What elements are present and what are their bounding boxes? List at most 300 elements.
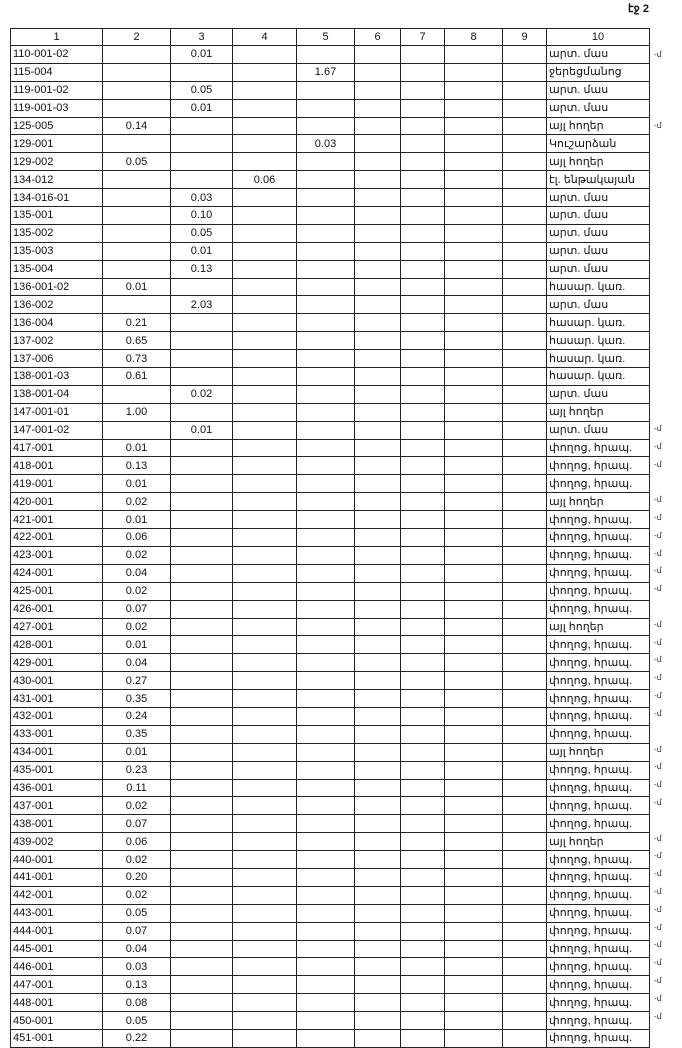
value-cell: [503, 815, 547, 833]
parcel-code-cell: 119-001-03: [11, 99, 103, 117]
value-cell: 0.06: [103, 833, 171, 851]
value-cell: [445, 779, 503, 797]
parcel-code-cell: 441-001: [11, 868, 103, 886]
table-row: [11, 600, 650, 618]
value-cell: [355, 63, 401, 81]
parcel-code-cell: 115-004: [11, 63, 103, 81]
value-cell: 0.05: [103, 904, 171, 922]
parcel-code-cell: 432-001: [11, 707, 103, 725]
value-cell: [233, 63, 297, 81]
value-cell: [233, 278, 297, 296]
parcel-code-cell: 418-001: [11, 457, 103, 475]
value-cell: [503, 63, 547, 81]
value-cell: 0.01: [103, 743, 171, 761]
value-cell: [445, 797, 503, 815]
parcel-code-cell: 134-016-01: [11, 189, 103, 207]
value-cell: [445, 833, 503, 851]
value-cell: [355, 761, 401, 779]
value-cell: 0.20: [103, 868, 171, 886]
margin-mark: -մ: [654, 619, 662, 629]
land-type-cell: արտ. մաս: [547, 421, 650, 439]
parcel-code-cell: 422-001: [11, 529, 103, 547]
value-cell: 0.23: [103, 761, 171, 779]
value-cell: [103, 63, 171, 81]
value-cell: 0.03: [297, 135, 355, 153]
value-cell: [233, 99, 297, 117]
table-row: [11, 403, 650, 421]
value-cell: [233, 350, 297, 368]
value-cell: [401, 815, 445, 833]
value-cell: [401, 994, 445, 1012]
parcel-code-cell: 419-001: [11, 475, 103, 493]
parcel-code-cell: 135-001: [11, 207, 103, 225]
land-type-cell: այլ հողեր: [547, 743, 650, 761]
value-cell: [171, 707, 233, 725]
value-cell: [103, 260, 171, 278]
value-cell: [233, 600, 297, 618]
value-cell: 0.07: [103, 600, 171, 618]
value-cell: [233, 457, 297, 475]
value-cell: 0.04: [103, 564, 171, 582]
land-type-cell: էլ. ենթակայան: [547, 171, 650, 189]
value-cell: [233, 761, 297, 779]
value-cell: 0.02: [103, 797, 171, 815]
value-cell: [171, 904, 233, 922]
parcel-code-cell: 426-001: [11, 600, 103, 618]
land-type-cell: արտ. մաս: [547, 81, 650, 99]
table-row: [11, 618, 650, 636]
land-type-cell: փողոց, հրապ.: [547, 815, 650, 833]
parcel-code-cell: 447-001: [11, 976, 103, 994]
value-cell: [297, 278, 355, 296]
value-cell: [171, 672, 233, 690]
value-cell: [355, 976, 401, 994]
value-cell: 0.07: [103, 815, 171, 833]
value-cell: [401, 868, 445, 886]
value-cell: [445, 63, 503, 81]
table-row: [11, 976, 650, 994]
value-cell: [355, 654, 401, 672]
value-cell: 0.05: [171, 224, 233, 242]
value-cell: 0.13: [103, 457, 171, 475]
value-cell: [233, 421, 297, 439]
parcel-code-cell: 134-012: [11, 171, 103, 189]
value-cell: [355, 296, 401, 314]
value-cell: [445, 600, 503, 618]
value-cell: [445, 868, 503, 886]
table-row: [11, 958, 650, 976]
value-cell: 0.01: [171, 242, 233, 260]
table-row: [11, 224, 650, 242]
margin-mark: -մ: [654, 744, 662, 754]
parcel-code-cell: 135-004: [11, 260, 103, 278]
value-cell: [401, 546, 445, 564]
value-cell: [233, 797, 297, 815]
land-type-cell: արտ. մաս: [547, 224, 650, 242]
value-cell: [401, 153, 445, 171]
value-cell: [445, 475, 503, 493]
value-cell: [103, 242, 171, 260]
margin-mark: -մ: [654, 655, 662, 665]
margin-mark: -մ: [654, 940, 662, 950]
parcel-code-cell: 417-001: [11, 439, 103, 457]
value-cell: [355, 278, 401, 296]
value-cell: [503, 207, 547, 225]
value-cell: [233, 260, 297, 278]
land-type-cell: փողոց, հրապ.: [547, 672, 650, 690]
margin-mark: -մ: [654, 548, 662, 558]
value-cell: 0.01: [171, 46, 233, 64]
value-cell: 0.01: [103, 511, 171, 529]
table-row: [11, 260, 650, 278]
value-cell: 0.35: [103, 725, 171, 743]
table-row: [11, 332, 650, 350]
value-cell: [233, 546, 297, 564]
value-cell: [171, 958, 233, 976]
column-header: 7: [401, 29, 445, 46]
land-type-cell: այլ հողեր: [547, 403, 650, 421]
value-cell: [103, 171, 171, 189]
value-cell: 0.10: [171, 207, 233, 225]
value-cell: [503, 797, 547, 815]
value-cell: [503, 725, 547, 743]
value-cell: [401, 976, 445, 994]
value-cell: [355, 493, 401, 511]
value-cell: [445, 439, 503, 457]
value-cell: [297, 260, 355, 278]
value-cell: [401, 886, 445, 904]
table-row: [11, 564, 650, 582]
parcel-code-cell: 436-001: [11, 779, 103, 797]
value-cell: [503, 350, 547, 368]
land-type-cell: արտ. մաս: [547, 207, 650, 225]
table-row: [11, 582, 650, 600]
value-cell: [297, 654, 355, 672]
value-cell: [355, 189, 401, 207]
value-cell: [233, 672, 297, 690]
parcel-code-cell: 433-001: [11, 725, 103, 743]
land-type-cell: հասար. կառ.: [547, 368, 650, 386]
value-cell: [355, 385, 401, 403]
value-cell: 0.65: [103, 332, 171, 350]
parcel-code-cell: 129-001: [11, 135, 103, 153]
value-cell: [503, 690, 547, 708]
land-type-cell: Կուշարձան: [547, 135, 650, 153]
value-cell: [233, 618, 297, 636]
value-cell: [171, 493, 233, 511]
value-cell: [445, 654, 503, 672]
value-cell: [233, 707, 297, 725]
value-cell: [401, 779, 445, 797]
land-type-cell: փողոց, հրապ.: [547, 600, 650, 618]
margin-mark: -մ: [654, 780, 662, 790]
parcel-code-cell: 119-001-02: [11, 81, 103, 99]
value-cell: [445, 46, 503, 64]
parcel-code-cell: 443-001: [11, 904, 103, 922]
value-cell: [355, 99, 401, 117]
value-cell: [445, 958, 503, 976]
land-type-cell: փողոց, հրապ.: [547, 439, 650, 457]
value-cell: 0.01: [171, 421, 233, 439]
parcel-code-cell: 448-001: [11, 994, 103, 1012]
value-cell: [445, 117, 503, 135]
value-cell: 0.01: [103, 636, 171, 654]
value-cell: [503, 171, 547, 189]
table-row: [11, 242, 650, 260]
value-cell: [503, 278, 547, 296]
value-cell: 0.01: [103, 475, 171, 493]
page-number: էջ 2: [628, 3, 649, 15]
value-cell: [297, 958, 355, 976]
value-cell: [355, 368, 401, 386]
land-type-cell: այլ հողեր: [547, 833, 650, 851]
land-type-cell: փողոց, հրապ.: [547, 1012, 650, 1030]
value-cell: [103, 99, 171, 117]
value-cell: [445, 851, 503, 869]
value-cell: 0.01: [103, 439, 171, 457]
value-cell: [503, 260, 547, 278]
value-cell: [445, 99, 503, 117]
parcel-code-cell: 451-001: [11, 1029, 103, 1047]
margin-mark: -մ: [654, 512, 662, 522]
parcel-code-cell: 129-002: [11, 153, 103, 171]
value-cell: [233, 224, 297, 242]
value-cell: [297, 618, 355, 636]
value-cell: [233, 940, 297, 958]
value-cell: [233, 564, 297, 582]
value-cell: [171, 1029, 233, 1047]
value-cell: [445, 725, 503, 743]
value-cell: [297, 725, 355, 743]
value-cell: 0.02: [171, 385, 233, 403]
value-cell: [233, 439, 297, 457]
land-table: [10, 28, 650, 1048]
value-cell: [503, 600, 547, 618]
margin-mark: -մ: [654, 1011, 662, 1021]
table-row: [11, 278, 650, 296]
value-cell: [503, 922, 547, 940]
value-cell: [103, 46, 171, 64]
land-type-cell: փողոց, հրապ.: [547, 994, 650, 1012]
value-cell: [503, 582, 547, 600]
value-cell: 0.21: [103, 314, 171, 332]
value-cell: [233, 725, 297, 743]
land-type-cell: փողոց, հրապ.: [547, 636, 650, 654]
value-cell: [355, 153, 401, 171]
margin-mark: [654, 242, 682, 260]
value-cell: [445, 815, 503, 833]
land-type-cell: հասար. կառ.: [547, 332, 650, 350]
margin-mark: [654, 64, 682, 82]
value-cell: [445, 314, 503, 332]
value-cell: [355, 81, 401, 99]
land-type-cell: փողոց, հրապ.: [547, 761, 650, 779]
value-cell: [445, 904, 503, 922]
margin-mark: -մ: [654, 459, 662, 469]
value-cell: [355, 743, 401, 761]
parcel-code-cell: 138-001-03: [11, 368, 103, 386]
margin-mark: -մ: [654, 904, 662, 914]
margin-mark: [654, 188, 682, 206]
margin-mark: -մ: [654, 495, 662, 505]
margin-mark: -մ: [654, 121, 662, 131]
value-cell: [297, 457, 355, 475]
value-cell: [171, 976, 233, 994]
table-row: [11, 546, 650, 564]
value-cell: [401, 797, 445, 815]
value-cell: [171, 743, 233, 761]
value-cell: [445, 296, 503, 314]
value-cell: [445, 922, 503, 940]
parcel-code-cell: 445-001: [11, 940, 103, 958]
value-cell: [297, 976, 355, 994]
value-cell: [355, 618, 401, 636]
margin-mark: -մ: [654, 584, 662, 594]
value-cell: [401, 368, 445, 386]
value-cell: [503, 99, 547, 117]
value-cell: 0.05: [171, 81, 233, 99]
value-cell: [171, 278, 233, 296]
value-cell: [401, 725, 445, 743]
column-header: 4: [233, 29, 297, 46]
value-cell: [503, 564, 547, 582]
value-cell: [355, 314, 401, 332]
value-cell: [503, 475, 547, 493]
table-row: [11, 654, 650, 672]
value-cell: [233, 976, 297, 994]
land-type-cell: փողոց, հրապ.: [547, 475, 650, 493]
value-cell: [171, 582, 233, 600]
value-cell: [355, 672, 401, 690]
land-type-cell: ջերեցմանոց: [547, 63, 650, 81]
value-cell: [171, 403, 233, 421]
parcel-code-cell: 439-002: [11, 833, 103, 851]
value-cell: [401, 636, 445, 654]
value-cell: [503, 529, 547, 547]
value-cell: [297, 189, 355, 207]
value-cell: [171, 868, 233, 886]
margin-mark: [654, 171, 682, 189]
parcel-code-cell: 110-001-02: [11, 46, 103, 64]
value-cell: [401, 207, 445, 225]
value-cell: [355, 332, 401, 350]
value-cell: [401, 707, 445, 725]
value-cell: [355, 224, 401, 242]
table-row: [11, 690, 650, 708]
value-cell: [297, 46, 355, 64]
value-cell: [171, 886, 233, 904]
value-cell: [503, 153, 547, 171]
value-cell: [297, 922, 355, 940]
parcel-code-cell: 428-001: [11, 636, 103, 654]
parcel-code-cell: 125-005: [11, 117, 103, 135]
value-cell: [297, 207, 355, 225]
parcel-code-cell: 138-001-04: [11, 385, 103, 403]
table-row: [11, 707, 650, 725]
value-cell: [171, 815, 233, 833]
value-cell: [171, 171, 233, 189]
value-cell: 0.61: [103, 368, 171, 386]
parcel-code-cell: 430-001: [11, 672, 103, 690]
margin-marks: [654, 28, 682, 1026]
value-cell: [445, 493, 503, 511]
value-cell: [355, 242, 401, 260]
value-cell: [171, 761, 233, 779]
value-cell: 1.67: [297, 63, 355, 81]
value-cell: [171, 546, 233, 564]
table-row: [11, 922, 650, 940]
value-cell: [297, 779, 355, 797]
column-header: 6: [355, 29, 401, 46]
margin-mark: [654, 723, 682, 741]
value-cell: [401, 99, 445, 117]
value-cell: [297, 761, 355, 779]
value-cell: 0.06: [233, 171, 297, 189]
value-cell: [297, 707, 355, 725]
value-cell: [445, 690, 503, 708]
parcel-code-cell: 437-001: [11, 797, 103, 815]
value-cell: [445, 636, 503, 654]
value-cell: [503, 1029, 547, 1047]
value-cell: [233, 779, 297, 797]
parcel-code-cell: 440-001: [11, 851, 103, 869]
margin-mark: -մ: [654, 922, 662, 932]
value-cell: [503, 976, 547, 994]
value-cell: [401, 296, 445, 314]
value-cell: [233, 207, 297, 225]
value-cell: [503, 654, 547, 672]
land-type-cell: արտ. մաս: [547, 46, 650, 64]
margin-mark: [654, 812, 682, 830]
value-cell: [233, 81, 297, 99]
land-type-cell: այլ հողեր: [547, 153, 650, 171]
value-cell: [445, 350, 503, 368]
value-cell: [233, 189, 297, 207]
margin-mark: [654, 295, 682, 313]
margin-mark: [654, 473, 682, 491]
land-type-cell: փողոց, հրապ.: [547, 868, 650, 886]
land-type-cell: փողոց, հրապ.: [547, 976, 650, 994]
value-cell: [233, 529, 297, 547]
value-cell: [171, 797, 233, 815]
value-cell: [171, 654, 233, 672]
margin-mark: [654, 384, 682, 402]
column-header: 5: [297, 29, 355, 46]
value-cell: [503, 46, 547, 64]
margin-mark: [654, 153, 682, 171]
table-row: [11, 475, 650, 493]
value-cell: [503, 224, 547, 242]
value-cell: [233, 385, 297, 403]
table-row: [11, 368, 650, 386]
value-cell: [401, 475, 445, 493]
land-type-cell: արտ. մաս: [547, 189, 650, 207]
value-cell: [355, 511, 401, 529]
value-cell: [297, 153, 355, 171]
margin-mark: [654, 349, 682, 367]
value-cell: [171, 779, 233, 797]
value-cell: [503, 296, 547, 314]
margin-mark: -մ: [654, 851, 662, 861]
value-cell: [355, 600, 401, 618]
value-cell: [445, 278, 503, 296]
value-cell: 0.03: [103, 958, 171, 976]
value-cell: [503, 493, 547, 511]
table-row: [11, 493, 650, 511]
table-row: [11, 1012, 650, 1030]
value-cell: [171, 994, 233, 1012]
value-cell: [233, 511, 297, 529]
